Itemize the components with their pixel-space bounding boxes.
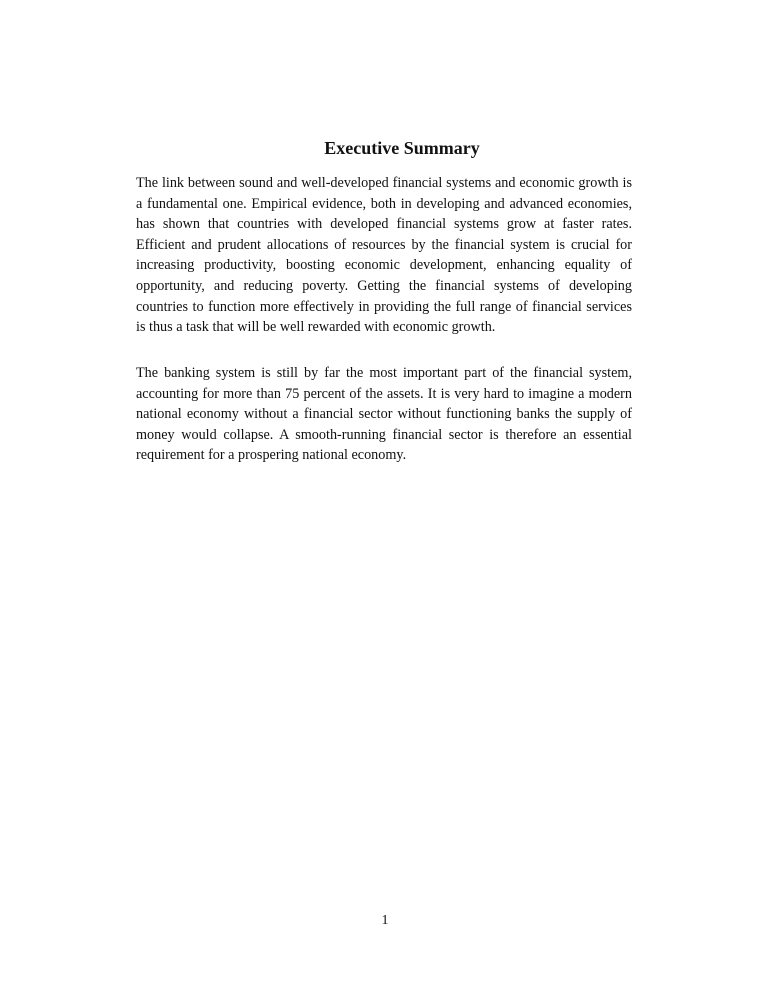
paragraph-financial-systems: The link between sound and well-developed financial systems and economic growth is a fundamental one. Empirical evidence, both in developing and advanced economies, has shown that countries with developed financial systems grow at faster rates. Efficient and prudent allocations of resources by the financial system is crucial for increasing productivity, boosting economic development, enhancing equality of opportunity, and reducing poverty. Getting the financial systems of developing countries to function more effectively in providing the full range of financial services is thus a task that will be well rewarded with economic growth.	[136, 175, 632, 336]
paragraph-banking-system: The banking system is still by far the most important part of the financial system, accounting for more than 75 percent of the assets. It is very hard to imagine a modern national economy without a financial sector without functioning banks the supply of money would collapse. A smooth-running financial sector is therefore an essential requirement for a prospering national economy.	[136, 365, 632, 464]
page-number: 1	[381, 913, 389, 928]
page-title: Executive Summary	[324, 138, 480, 158]
